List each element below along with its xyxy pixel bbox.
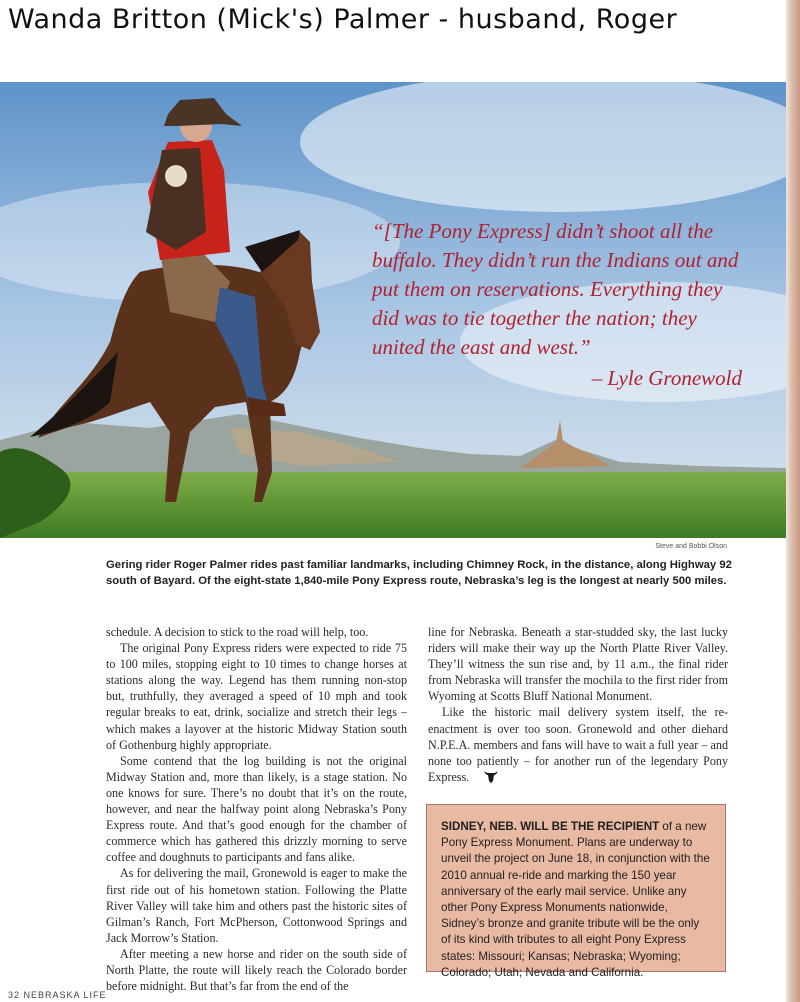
pull-quote: [372, 217, 742, 393]
sidebar-body: of a new Pony Express Monument. Plans are underway to unveil the project on June 18, in conjunction with the 2010 annual re-ride and marking the 150 year anniversary of the early mail service. Unlike any other Pony Express Monuments nationwide, Sidney’s bronze and granite tribute will be the only of its kind with tributes to all eight Pony Express states: Missouri; Kansas; Nebraska; Wyoming; Colorado; Utah; Nevada and California.: [441, 820, 710, 979]
sidebar-box: [426, 804, 726, 979]
article-paragraph: [428, 704, 728, 786]
article-paragraph-text: Like the historic mail delivery system itself, the re-enactment is over too soon. Gronewold and other diehard N.P.E.A. members and fans will have to wait a full year – and none too patiently – for another run of the legendary Pony Express.: [428, 705, 728, 784]
photo-caption: Gering rider Roger Palmer rides past familiar landmarks, including Chimney Rock, in the distance, along Highway 92 south of Bayard. Of the eight-state 1,840-mile Pony Express route, Nebraska’s leg is the longest at nearly 500 miles.: [106, 559, 732, 587]
pull-quote-text: “[The Pony Express] didn’t shoot all the buffalo. They didn’t run the Indians out and put them on reservations. Everything they did was to tie together the nation; they united the east and west.”: [372, 219, 739, 359]
feature-photo: [0, 82, 786, 538]
scan-edge: [786, 0, 800, 1002]
article-paragraph: The original Pony Express riders were expected to ride 75 to 100 miles, stopping eight to 10 times to change horses at stations along the way. Legend has them running non-stop but, truthfully, they averaged a speed of 10 mph and took regular breaks to eat, drink, socialize and stretch their legs – which makes a layover at the historic Midway Station south of Gothenburg highly appropriate.: [106, 641, 407, 752]
page-footer: 32 NEBRASKA LIFE: [8, 990, 107, 1000]
photo-credit: Steve and Bobbi Olson: [655, 543, 727, 550]
steer-head-icon: [470, 769, 498, 787]
article-paragraph: After meeting a new horse and rider on the south side of North Platte, the route will likely reach the Colorado border before midnight. But that’s far from the end of the: [106, 946, 407, 994]
article-paragraph: schedule. A decision to stick to the road will help, too.: [106, 625, 369, 639]
article-paragraph: Some contend that the log building is not the original Midway Station and, more than likely, is a stage station. No one knows for sure. There’s no doubt that it’s on the route, however, and near the halfway point along Nebraska’s Pony Express route. And that’s good enough for the chamber of commerce which has gathered this drizzly morning to serve coffee and doughnuts to participants and fans alike.: [106, 753, 407, 865]
article-column-right: [428, 624, 728, 787]
article-paragraph: As for delivering the mail, Gronewold is eager to make the first ride out of his hometown station. Following the Platte River Valley will take him and others past the historic sites of Gilman’s Ranch, Fort McPherson, Cottonwood Springs and Jack Morrow’s Station.: [106, 866, 407, 945]
article-paragraph: line for Nebraska. Beneath a star-studded sky, the last lucky riders will make their way up the North Platte River Valley. They’ll witness the sun rise and, by 11 a.m., the final rider from Nebraska will transfer the mochila to the first rider from Wyoming at Scotts Bluff National Monument.: [428, 625, 728, 704]
handwritten-note: Wanda Britton (Mick's) Palmer - husband, Roger: [8, 4, 678, 35]
pull-quote-attribution: – Lyle Gronewold: [591, 366, 742, 390]
sidebar-lead: SIDNEY, NEB. WILL BE THE RECIPIENT: [441, 820, 660, 833]
article-column-left: [106, 624, 407, 994]
